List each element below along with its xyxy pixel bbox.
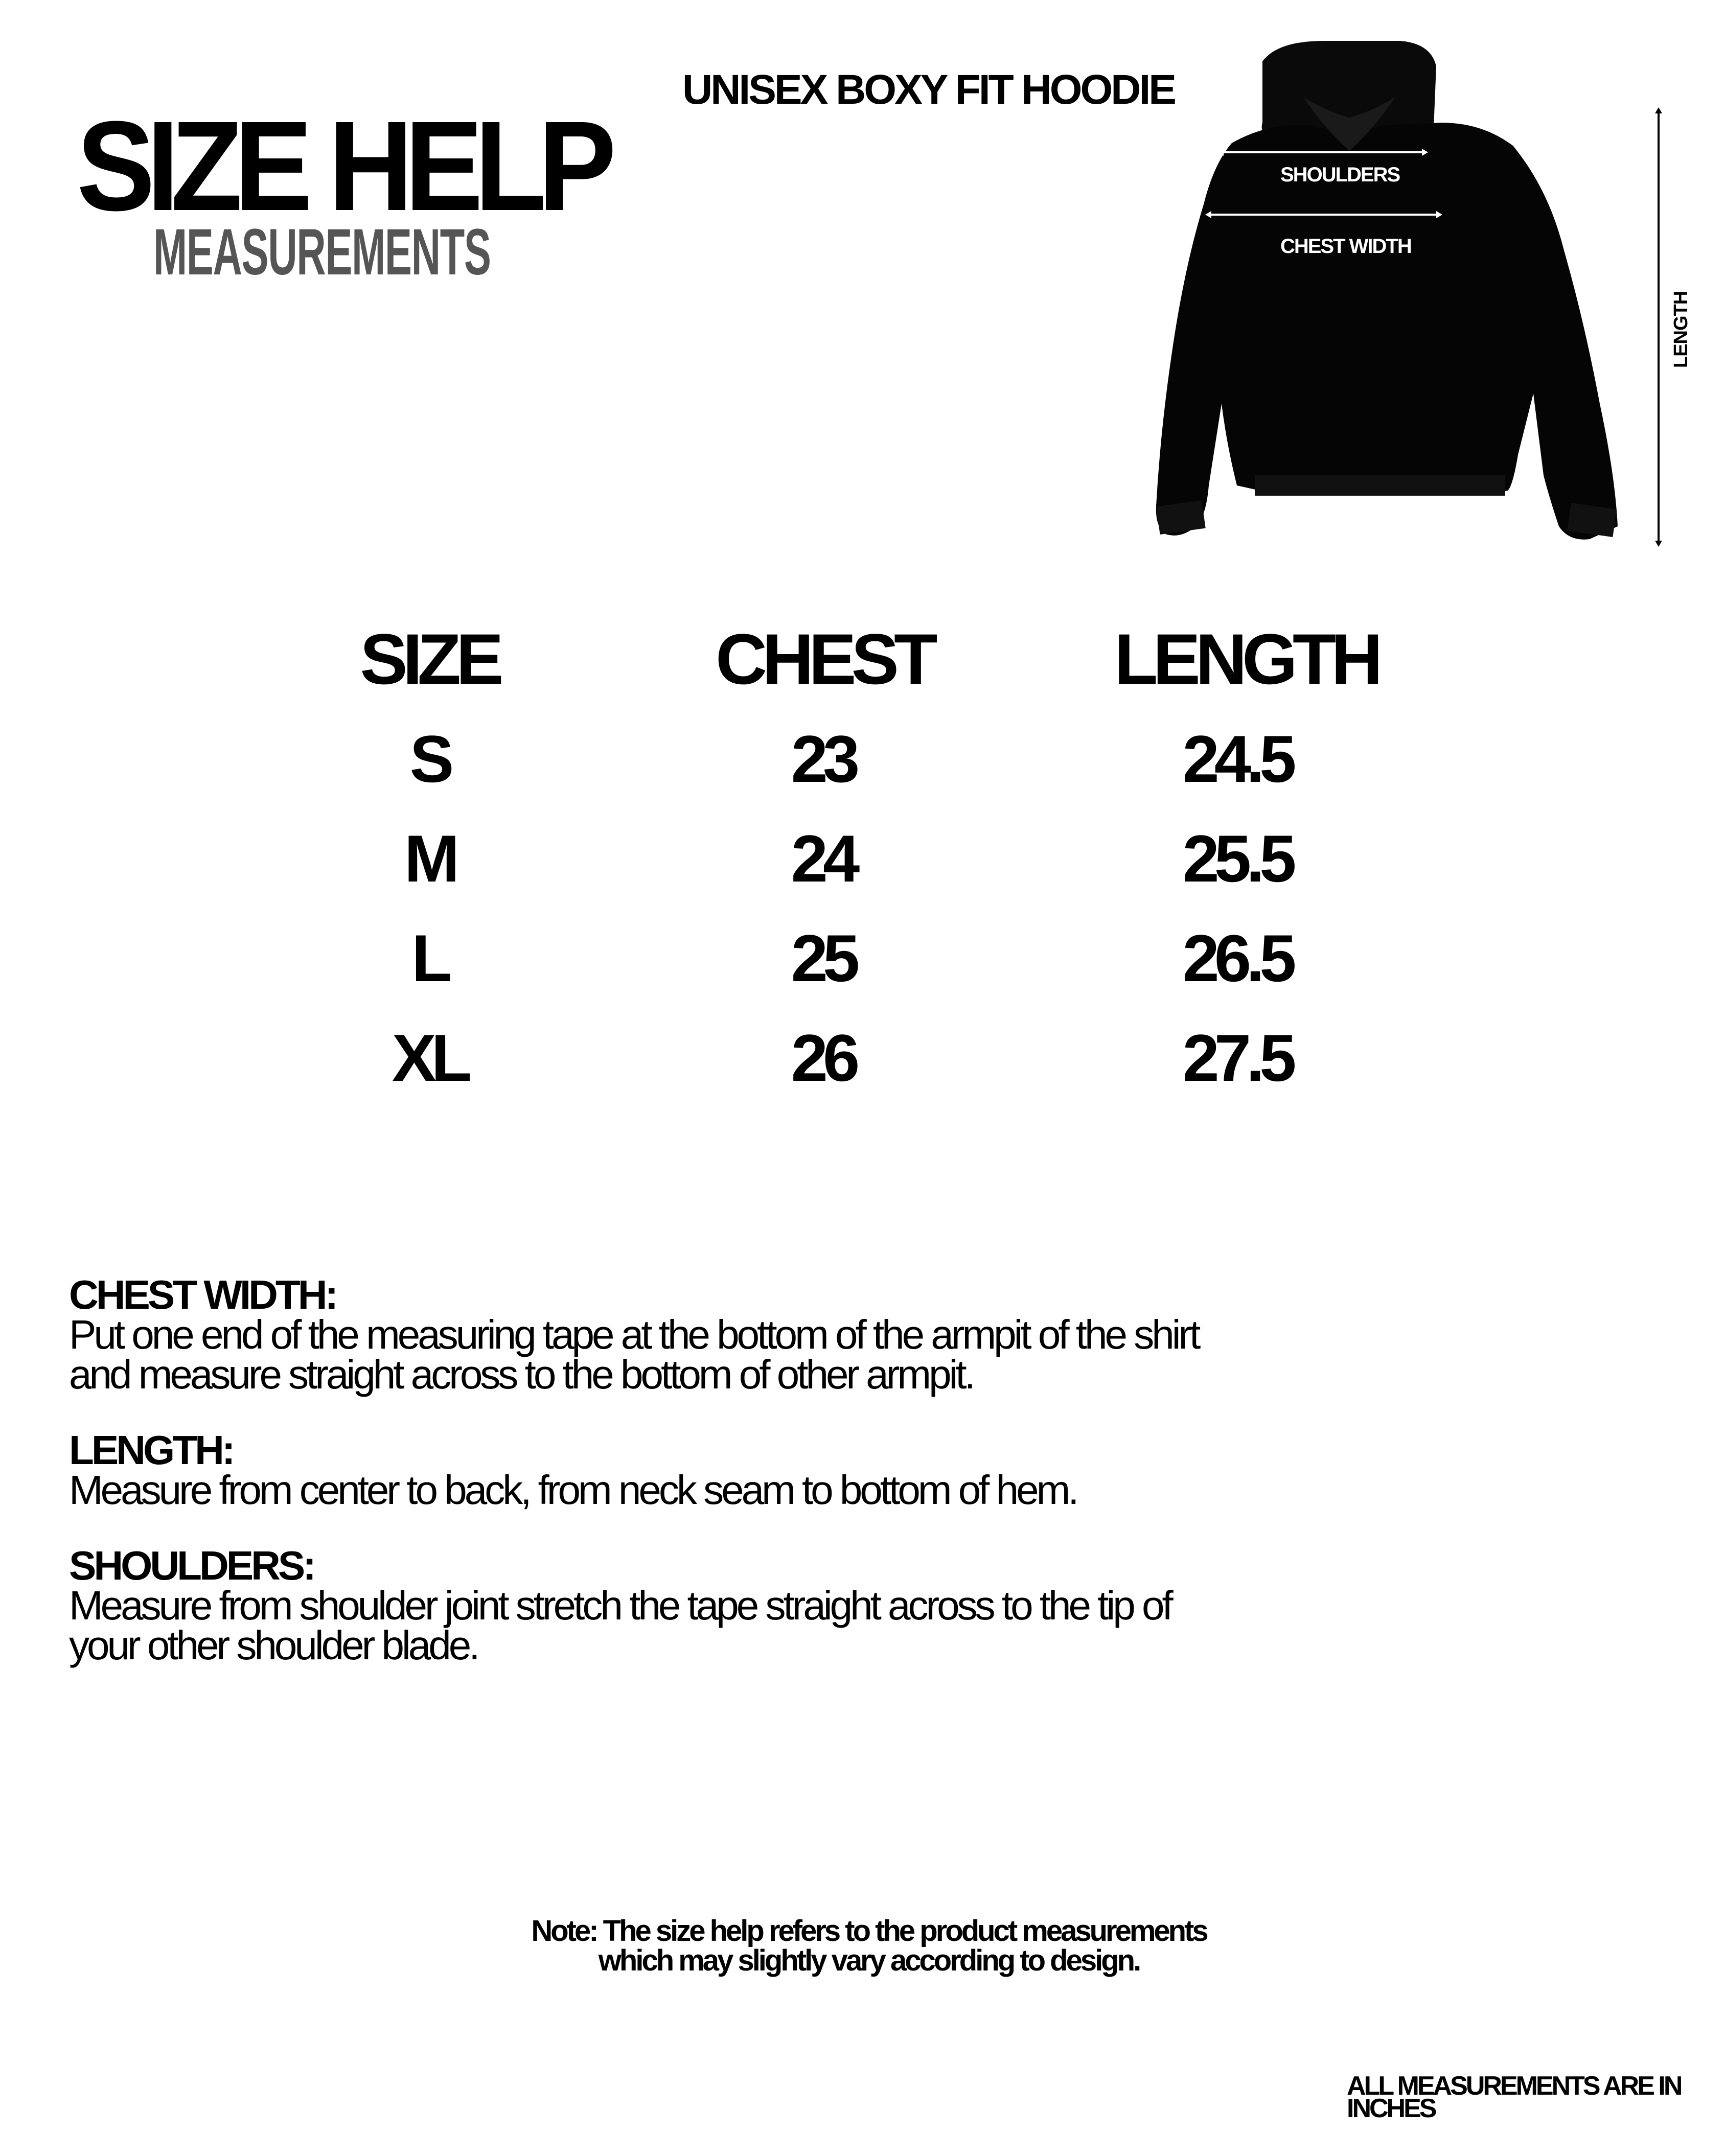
shoulders-label: SHOULDERS xyxy=(1280,164,1400,186)
definition-term: LENGTH: xyxy=(69,1427,233,1473)
note-line-1: Note: The size help refers to the product measurements xyxy=(531,1914,1207,1948)
double-arrow-vertical-icon xyxy=(1648,107,1669,547)
size-cell: M xyxy=(404,821,455,896)
column-header-chest: CHEST xyxy=(716,619,933,699)
chest-cell: 23 xyxy=(791,722,855,796)
table-row xyxy=(0,821,1725,917)
hoodie-icon xyxy=(1155,36,1625,552)
table-row xyxy=(0,921,1725,1017)
definition-text: Measure from center to back, from neck seam to bottom of hem. xyxy=(69,1467,1077,1513)
units-note xyxy=(1347,2071,1705,2123)
length-cell: 26.5 xyxy=(1182,921,1292,995)
definition-text: Measure from shoulder joint stretch the tape straight across to the tip of your other shoulder blade. xyxy=(69,1583,1171,1668)
chest-cell: 26 xyxy=(791,1021,855,1095)
column-header-size: SIZE xyxy=(360,619,499,699)
chest-cell: 25 xyxy=(791,921,855,995)
units-line-2: INCHES xyxy=(1347,2094,1435,2123)
table-header xyxy=(0,619,1725,715)
definition-shoulders xyxy=(69,1543,1245,1668)
definition-term: SHOULDERS: xyxy=(69,1543,314,1588)
page-subtitle: MEASUREMENTS xyxy=(153,216,491,289)
chest-width-label: CHEST WIDTH xyxy=(1280,235,1411,258)
hoodie-diagram xyxy=(1155,36,1625,552)
length-axis-label: LENGTH xyxy=(1670,291,1692,368)
definition-term: CHEST WIDTH: xyxy=(69,1272,336,1317)
length-cell: 25.5 xyxy=(1182,821,1292,896)
units-line-1: ALL MEASUREMENTS ARE IN xyxy=(1347,2071,1681,2101)
definition-chest-width xyxy=(69,1272,1245,1397)
page-title: SIZE HELP xyxy=(77,95,608,237)
length-cell: 27.5 xyxy=(1182,1021,1292,1095)
length-measure-line xyxy=(1648,107,1669,547)
table-row xyxy=(0,722,1725,818)
size-cell: XL xyxy=(392,1021,467,1095)
table-row xyxy=(0,1021,1725,1117)
chest-cell: 24 xyxy=(791,821,855,896)
definition-text: Put one end of the measuring tape at the bottom of the armpit of the shirt and measure straight across to the bottom of other armpit. xyxy=(69,1312,1199,1397)
size-note xyxy=(460,1916,1278,1976)
size-cell: L xyxy=(411,921,447,995)
length-cell: 24.5 xyxy=(1182,722,1292,796)
column-header-length: LENGTH xyxy=(1114,619,1378,699)
product-name: UNISEX BOXY FIT HOODIE xyxy=(682,66,1175,113)
definition-length xyxy=(69,1427,1245,1513)
measurement-definitions xyxy=(69,1272,1245,1701)
note-line-2: which may slightly vary according to design. xyxy=(598,1944,1140,1977)
size-cell: S xyxy=(409,722,449,796)
